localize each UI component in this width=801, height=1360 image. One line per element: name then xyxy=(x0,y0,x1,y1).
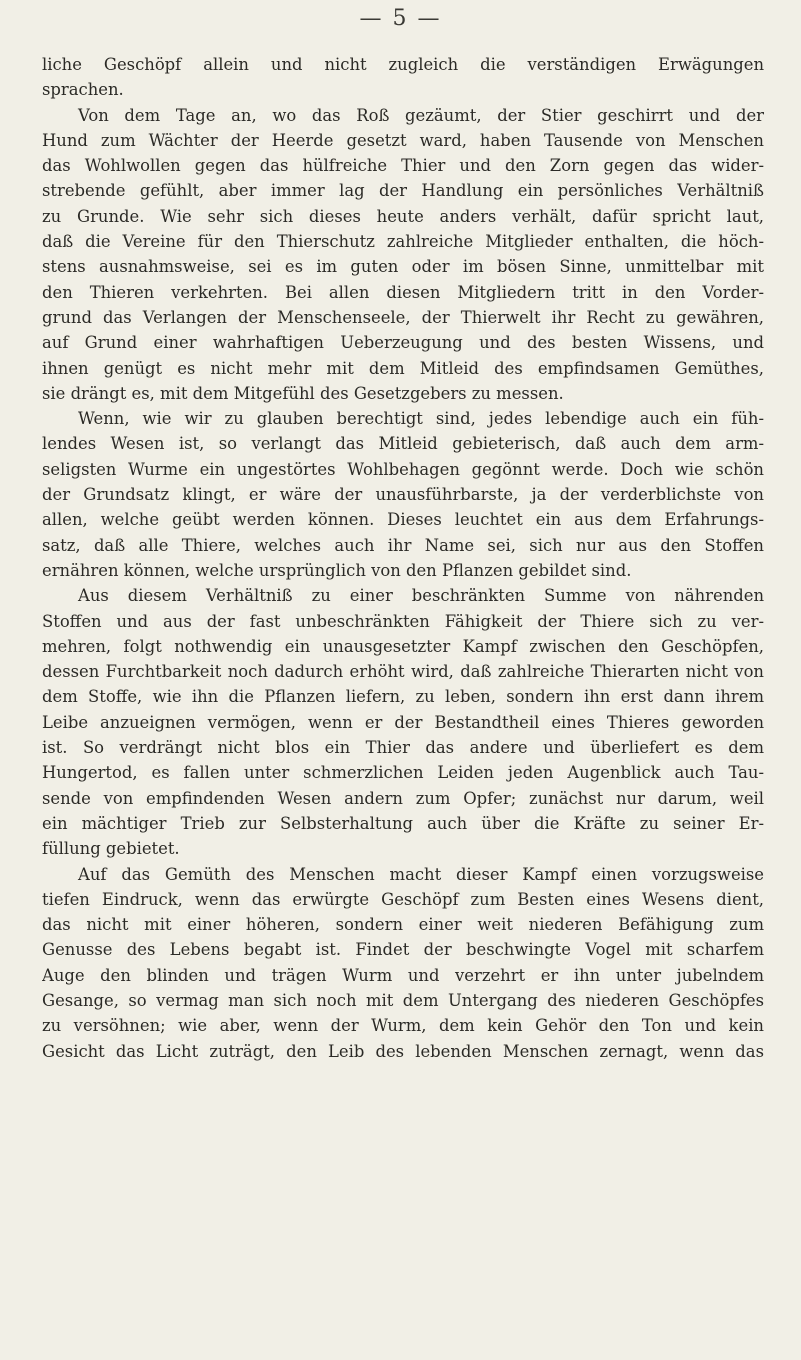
text-line: stens ausnahmsweise, sei es im guten oder im bösen Sinne, unmittelbar mit xyxy=(42,257,764,277)
text-line: tiefen Eindruck, wenn das erwürgte Geschöpf zum Besten eines Wesens dient, xyxy=(42,889,764,909)
text-line: das Wohlwollen gegen das hülfreiche Thier und den Zorn gegen das wider- xyxy=(42,156,764,176)
text-line: Hund zum Wächter der Heerde gesetzt ward, haben Tausende von Menschen xyxy=(42,130,764,150)
text-line: dessen Furchtbarkeit noch dadurch erhöht wird, daß zahlreiche Thierarten nicht von xyxy=(42,662,764,682)
text-line: satz, daß alle Thiere, welches auch ihr Name sei, sich nur aus den Stoffen xyxy=(42,535,764,555)
text-line: mehren, folgt nothwendig ein unausgesetzter Kampf zwischen den Geschöpfen, xyxy=(42,636,764,656)
text-line: liche Geschöpf allein und nicht zugleich die verständigen Erwägungen xyxy=(42,55,764,74)
text-line: den Thieren verkehrten. Bei allen diesen Mitgliedern tritt in den Vorder- xyxy=(42,282,764,302)
text-line: Hungertod, es fallen unter schmerzlichen Leiden jeden Augenblick auch Tau- xyxy=(42,763,764,783)
text-line: Auf das Gemüth des Menschen macht dieser Kampf einen vorzugsweise xyxy=(78,864,764,884)
text-line: Stoffen und aus der fast unbeschränkten Fähigkeit der Thiere sich zu ver- xyxy=(42,611,764,631)
text-line: seligsten Wurme ein ungestörtes Wohlbehagen gegönnt werde. Doch wie schön xyxy=(42,459,764,479)
text-line: Leibe anzueignen vermögen, wenn er der Bestandtheil eines Thieres geworden xyxy=(42,712,764,732)
text-line: ihnen genügt es nicht mehr mit dem Mitleid des empfindsamen Gemüthes, xyxy=(42,358,764,378)
text-line: grund das Verlangen der Menschenseele, der Thierwelt ihr Recht zu gewähren, xyxy=(42,307,764,327)
text-line: sie drängt es, mit dem Mitgefühl des Gesetzgebers zu messen. xyxy=(42,383,564,403)
text-line: ein mächtiger Trieb zur Selbsterhaltung auch über die Kräfte zu seiner Er- xyxy=(42,813,764,833)
text-line: allen, welche geübt werden können. Dieses leuchtet ein aus dem Erfahrungs- xyxy=(42,510,764,530)
text-line: Gesicht das Licht zuträgt, den Leib des lebenden Menschen zernagt, wenn das xyxy=(42,1041,764,1061)
text-line: Wenn, wie wir zu glauben berechtigt sind, jedes lebendige auch ein füh- xyxy=(78,409,764,429)
text-line: das nicht mit einer höheren, sondern einer weit niederen Befähigung zum xyxy=(42,915,764,935)
text-line: auf Grund einer wahrhaftigen Ueberzeugung und des besten Wissens, und xyxy=(42,333,764,353)
text-line: Aus diesem Verhältniß zu einer beschränkten Summe von nährenden xyxy=(78,586,764,606)
text-line: ernähren können, welche ursprünglich von den Pflanzen gebildet sind. xyxy=(42,560,632,580)
text-line: zu versöhnen; wie aber, wenn der Wurm, dem kein Gehör den Ton und kein xyxy=(42,1016,764,1036)
text-line: dem Stoffe, wie ihn die Pflanzen liefern, zu leben, sondern ihn erst dann ihrem xyxy=(42,687,764,707)
text-line: lendes Wesen ist, so verlangt das Mitleid gebieterisch, daß auch dem arm- xyxy=(42,434,764,454)
text-line: daß die Vereine für den Thierschutz zahlreiche Mitglieder enthalten, die höch- xyxy=(42,232,764,252)
text-line: Genusse des Lebens begabt ist. Findet der beschwingte Vogel mit scharfem xyxy=(42,940,764,960)
text-line: ist. So verdrängt nicht blos ein Thier das andere und überliefert es dem xyxy=(42,738,764,758)
text-line: Auge den blinden und trägen Wurm und verzehrt er ihn unter jubelndem xyxy=(42,965,764,985)
text-line: sende von empfindenden Wesen andern zum Opfer; zunächst nur darum, weil xyxy=(42,788,764,808)
page-number: — 5 — xyxy=(359,6,442,31)
text-line: der Grundsatz klingt, er wäre der unausführbarste, ja der verderblichste von xyxy=(42,485,764,505)
text-line: sprachen. xyxy=(42,80,124,100)
text-line: Von dem Tage an, wo das Roß gezäumt, der Stier geschirrt und der xyxy=(78,105,764,125)
text-line: strebende gefühlt, aber immer lag der Handlung ein persönliches Verhältniß xyxy=(42,181,764,201)
text-line: zu Grunde. Wie sehr sich dieses heute anders verhält, dafür spricht laut, xyxy=(42,206,764,226)
body-text xyxy=(42,52,764,1064)
text-line: Gesange, so vermag man sich noch mit dem Untergang des niederen Geschöpfes xyxy=(42,990,764,1010)
text-line: füllung gebietet. xyxy=(42,839,180,859)
